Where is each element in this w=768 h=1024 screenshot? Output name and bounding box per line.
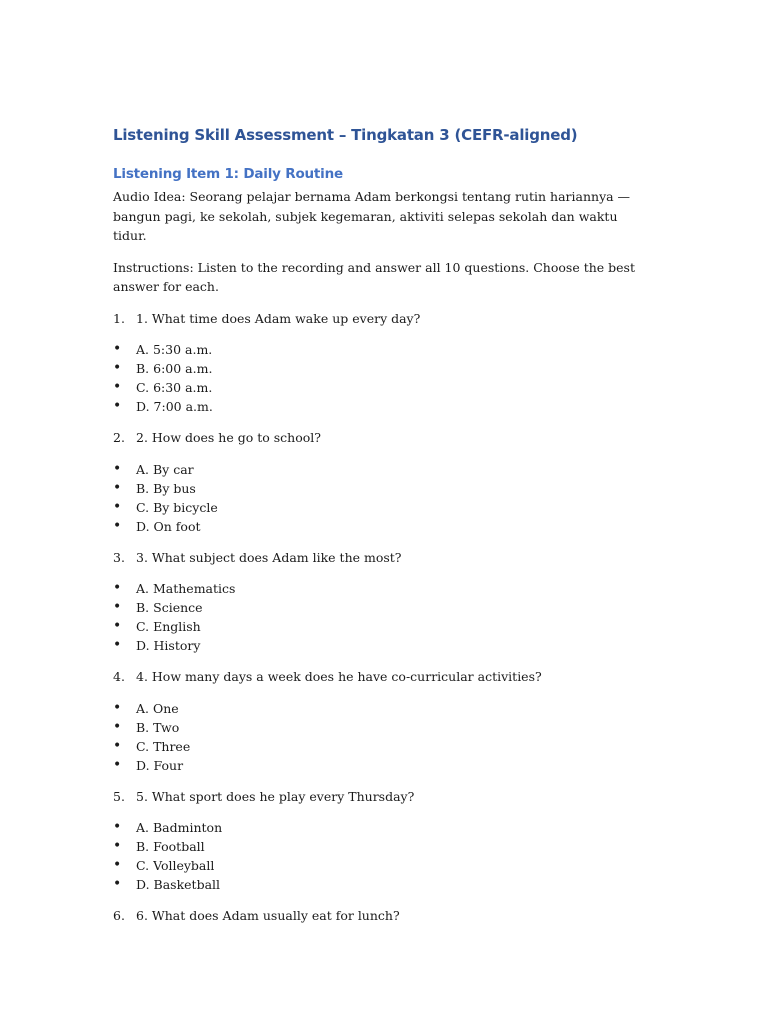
bullet-icon: • [113,876,122,892]
option-item [113,718,653,737]
option-text: B. Two [136,719,180,735]
bullet-icon: • [113,699,122,716]
bullet-icon: • [113,580,122,596]
option-text: C. By bicycle [136,499,218,515]
question-3 [113,548,653,568]
bullet-icon: • [113,756,122,773]
bullet-icon: • [113,498,122,515]
bullet-icon: • [113,599,122,615]
audio-idea-paragraph: Audio Idea: Seorang pelajar bernama Adam berkongsi tentang rutin hariannya — bangun pagi, ke sekolah, subjek kegemaran, aktiviti selepas sekolah dan waktu tidur. [113,189,631,243]
question-text: 6. What does Adam usually eat for lunch? [136,908,400,923]
option-text: B. By bus [136,480,196,496]
option-item [113,579,653,598]
option-item [113,498,653,517]
question-number: 4. [113,669,125,684]
option-item [113,340,653,359]
document-page [113,124,653,938]
option-item [113,460,653,479]
listening-item-title: Listening Item 1: Daily Routine [113,166,343,182]
option-item [113,517,653,536]
bullet-icon: • [113,857,122,873]
option-item [113,617,653,636]
bullet-icon: • [113,838,122,854]
bullet-icon: • [113,718,122,735]
document-title: Listening Skill Assessment – Tingkatan 3 (CEFR-aligned) [113,126,578,144]
question-text: 5. What sport does he play every Thursday? [136,788,415,804]
option-text: D. 7:00 a.m. [136,399,213,414]
question-text: 4. How many days a week does he have co-curricular activities? [136,669,542,684]
option-text: A. 5:30 a.m. [136,342,213,357]
option-item [113,359,653,378]
bullet-icon: • [113,341,122,357]
option-text: A. Badminton [136,820,223,835]
bullet-icon: • [113,360,122,376]
option-item [113,479,653,498]
option-text: C. Volleyball [136,858,215,873]
question-1 [113,309,653,329]
option-item [113,699,653,718]
option-text: A. One [136,700,179,716]
option-text: C. Three [136,738,191,754]
question-number: 3. [113,549,125,565]
bullet-icon: • [113,517,122,534]
option-text: C. English [136,619,201,634]
bullet-icon: • [113,737,122,754]
question-5-options [113,818,653,894]
option-item [113,397,653,416]
question-2 [113,428,653,448]
option-item [113,756,653,775]
option-item [113,856,653,875]
question-number: 6. [113,908,125,923]
option-item [113,636,653,655]
question-number: 1. [113,310,125,326]
question-4-options [113,699,653,775]
option-item [113,837,653,856]
instructions-paragraph: Instructions: Listen to the recording and answer all 10 questions. Choose the best answer for each. [113,259,635,294]
question-2-options [113,460,653,536]
bullet-icon: • [113,379,122,395]
option-text: A. Mathematics [136,581,236,596]
question-number: 5. [113,788,125,804]
bullet-icon: • [113,479,122,496]
bullet-icon: • [113,460,122,477]
option-text: D. History [136,638,201,653]
question-6 [113,906,653,926]
bullet-icon: • [113,398,122,414]
option-item [113,598,653,617]
bullet-icon: • [113,819,122,835]
question-number: 2. [113,430,125,445]
question-5 [113,787,653,807]
option-text: B. 6:00 a.m. [136,361,213,376]
option-text: D. Four [136,757,184,773]
option-item [113,737,653,756]
option-item [113,378,653,397]
option-text: B. Football [136,839,205,854]
option-text: C. 6:30 a.m. [136,380,213,395]
question-4 [113,667,653,687]
option-text: A. By car [136,461,194,477]
question-text: 3. What subject does Adam like the most? [136,549,402,565]
question-3-options [113,579,653,655]
option-text: B. Science [136,600,203,615]
option-text: D. Basketball [136,877,221,892]
bullet-icon: • [113,637,122,653]
question-text: 2. How does he go to school? [136,430,321,445]
option-text: D. On foot [136,518,201,534]
question-text: 1. What time does Adam wake up every day? [136,310,421,326]
question-1-options [113,340,653,416]
bullet-icon: • [113,618,122,634]
option-item [113,818,653,837]
option-item [113,875,653,894]
